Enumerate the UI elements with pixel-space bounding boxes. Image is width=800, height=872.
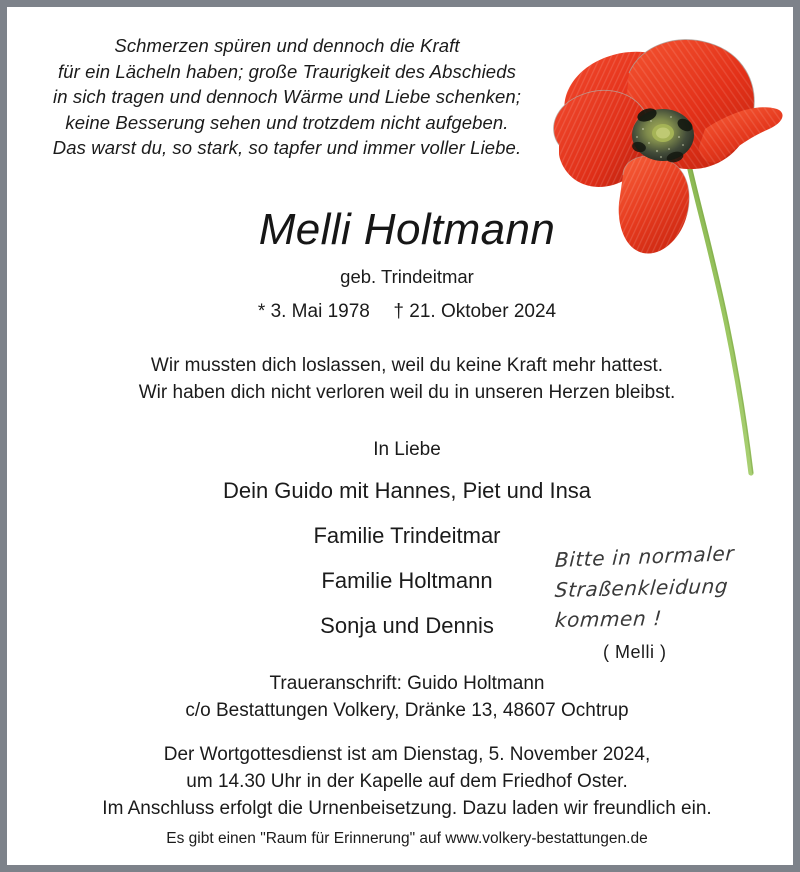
mourner-item: Dein Guido mit Hannes, Piet und Insa bbox=[222, 478, 592, 503]
life-dates bbox=[7, 299, 800, 325]
mourner-item: Familie Trindeitmar bbox=[313, 523, 501, 548]
maiden-name: geb. Trindeitmar bbox=[340, 266, 474, 287]
mourner-item: Familie Holtmann bbox=[321, 568, 493, 593]
handwritten-line-3: kommen ! bbox=[554, 606, 663, 633]
birth-date: 3. Mai 1978 bbox=[270, 301, 370, 322]
service-line-2: um 14.30 Uhr in der Kapelle auf dem Friedhof Oster. bbox=[186, 771, 628, 792]
in-love-label: In Liebe bbox=[373, 439, 441, 460]
address-line-1: Traueranschrift: Guido Holtmann bbox=[269, 673, 545, 694]
handwritten-signature: ( Melli ) bbox=[603, 642, 667, 662]
service-line-3: Im Anschluss erfolgt die Urnenbeisetzung. Dazu laden wir freundlich ein. bbox=[102, 798, 712, 819]
poem-line-1: Schmerzen spüren und dennoch die Kraft bbox=[114, 35, 460, 56]
poem-line-2: für ein Lächeln haben; große Traurigkeit des Abschieds bbox=[58, 60, 516, 82]
birth-symbol: * bbox=[257, 301, 266, 322]
handwritten-note bbox=[554, 541, 765, 663]
service-details bbox=[7, 741, 800, 822]
death-symbol: † bbox=[393, 301, 404, 322]
notice-content bbox=[7, 7, 793, 865]
poem-line-4: keine Besserung sehen und trotzdem nicht aufgeben. bbox=[65, 111, 509, 133]
poem bbox=[7, 33, 567, 161]
poem-line-3: in sich tragen und dennoch Wärme und Liebe schenken; bbox=[53, 86, 521, 107]
poem-line-5: Das warst du, so stark, so tapfer und immer voller Liebe. bbox=[52, 137, 522, 158]
service-line-1: Der Wortgottesdienst ist am Dienstag, 5. November 2024, bbox=[163, 744, 651, 765]
memorial-website-note: Es gibt einen "Raum für Erinnerung" auf www.volkery-bestattungen.de bbox=[166, 830, 648, 847]
memorial-text bbox=[7, 352, 800, 406]
mourning-address bbox=[7, 670, 800, 724]
handwritten-line-2: Straßenkleidung bbox=[554, 573, 730, 603]
memorial-line-1: Wir mussten dich loslassen, weil du keine Kraft mehr hattest. bbox=[150, 355, 664, 376]
address-line-2: c/o Bestattungen Volkery, Dränke 13, 48607 Ochtrup bbox=[185, 700, 629, 721]
handwritten-line-1: Bitte in normaler bbox=[554, 541, 735, 573]
deceased-name: Melli Holtmann bbox=[258, 205, 556, 254]
death-date: 21. Oktober 2024 bbox=[409, 301, 557, 322]
mourner-item: Sonja und Dennis bbox=[320, 613, 494, 638]
memorial-line-2: Wir haben dich nicht verloren weil du in unseren Herzen bleibst. bbox=[138, 382, 676, 403]
